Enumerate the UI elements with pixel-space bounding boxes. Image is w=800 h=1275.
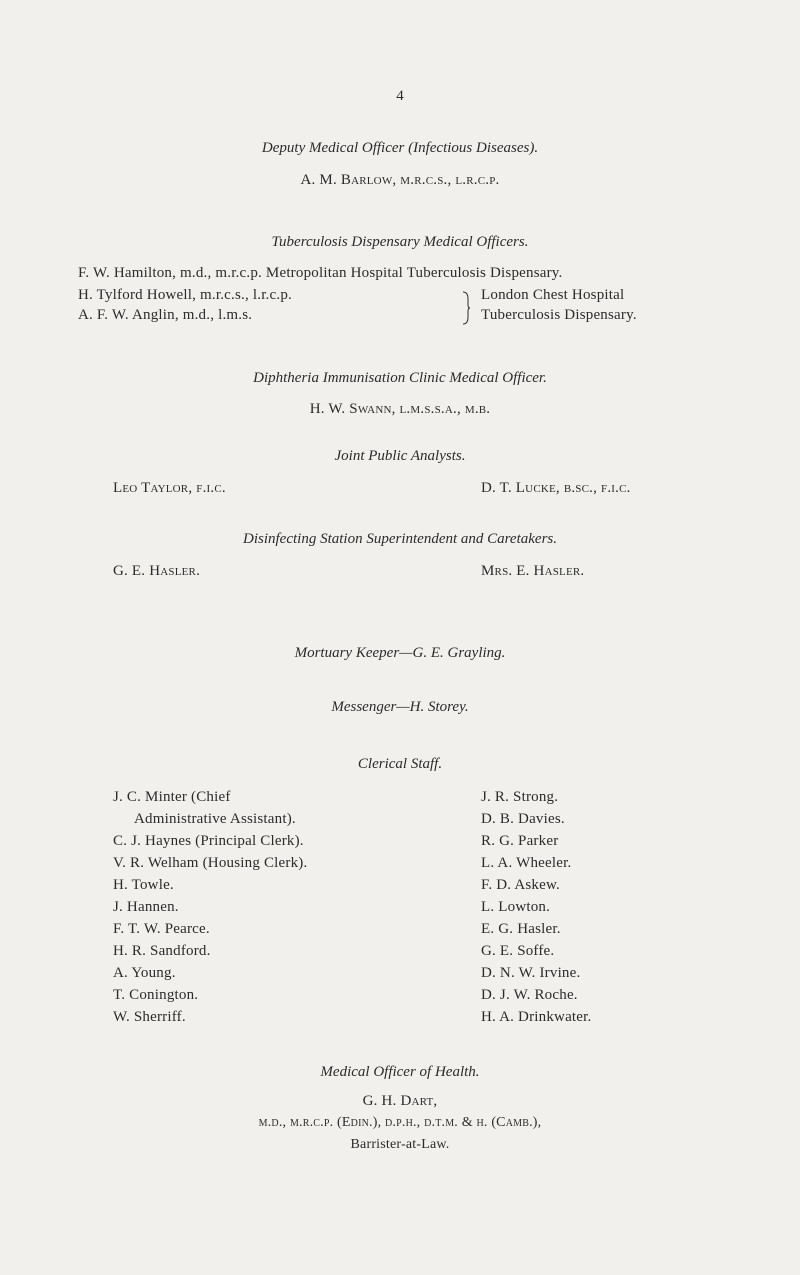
page-number: 4 [396,88,404,104]
analyst-right: D. T. Lucke, b.sc., f.i.c. [481,480,631,496]
diphtheria-heading: Diphtheria Immunisation Clinic Medical Officer. [253,370,547,386]
tb-line-3-name: A. F. W. Anglin, m.d., l.m.s. [78,307,253,323]
clerical-right-item: F. D. Askew. [481,877,560,893]
moh-title: Barrister-at-Law. [350,1137,450,1152]
deputy-heading: Deputy Medical Officer (Infectious Diseases). [261,140,539,156]
brace-icon [462,291,470,325]
clerical-left-item: J. C. Minter (Chief [113,789,231,805]
clerical-left-item: A. Young. [113,965,176,981]
clerical-right-item: J. R. Strong. [481,789,559,805]
clerical-left-item: Administrative Assistant). [134,811,296,827]
clerical-right-item: G. E. Soffe. [481,943,555,959]
clerical-left-item: V. R. Welham (Housing Clerk). [113,855,308,871]
analysts-heading: Joint Public Analysts. [334,448,466,464]
tb-line-1: F. W. Hamilton, m.d., m.r.c.p. Metropolitan Hospital Tuberculosis Dispensary. [78,265,563,281]
analyst-left: Leo Taylor, f.i.c. [113,480,226,496]
clerical-left-item: H. R. Sandford. [113,943,211,959]
tb-place-1: London Chest Hospital [481,287,625,303]
clerical-right-item: E. G. Hasler. [481,921,561,937]
diphtheria-name: H. W. Swann, l.m.s.s.a., m.b. [309,401,491,417]
moh-qualifications: m.d., m.r.c.p. (Edin.), d.p.h., d.t.m. & h. (Camb.), [258,1115,542,1130]
disinfecting-right: Mrs. E. Hasler. [481,563,585,579]
tb-line-2-name: H. Tylford Howell, m.r.c.s., l.r.c.p. [78,287,292,303]
clerical-right-item: D. J. W. Roche. [481,987,578,1003]
clerical-left-item: F. T. W. Pearce. [113,921,210,937]
clerical-heading: Clerical Staff. [357,756,443,772]
disinfecting-heading: Disinfecting Station Superintendent and Caretakers. [243,531,557,547]
clerical-left-item: J. Hannen. [113,899,179,915]
mortuary-keeper: Mortuary Keeper—G. E. Grayling. [294,645,506,661]
clerical-right-item: L. Lowton. [481,899,551,915]
clerical-left-item: T. Conington. [113,987,199,1003]
clerical-left-item: C. J. Haynes (Principal Clerk). [113,833,304,849]
clerical-left-item: H. Towle. [113,877,174,893]
clerical-right-item: H. A. Drinkwater. [481,1009,592,1025]
tb-place-2: Tuberculosis Dispensary. [481,307,637,323]
clerical-right-item: L. A. Wheeler. [481,855,572,871]
messenger: Messenger—H. Storey. [331,699,469,715]
moh-name: G. H. Dart, [362,1093,438,1109]
moh-heading: Medical Officer of Health. [320,1064,480,1080]
clerical-left-item: W. Sherriff. [113,1009,186,1025]
clerical-right-item: R. G. Parker [481,833,559,849]
clerical-right-item: D. N. W. Irvine. [481,965,581,981]
tb-heading: Tuberculosis Dispensary Medical Officers. [271,234,529,250]
clerical-right-item: D. B. Davies. [481,811,565,827]
disinfecting-left: G. E. Hasler. [113,563,201,579]
deputy-name: A. M. Barlow, m.r.c.s., l.r.c.p. [300,172,500,188]
